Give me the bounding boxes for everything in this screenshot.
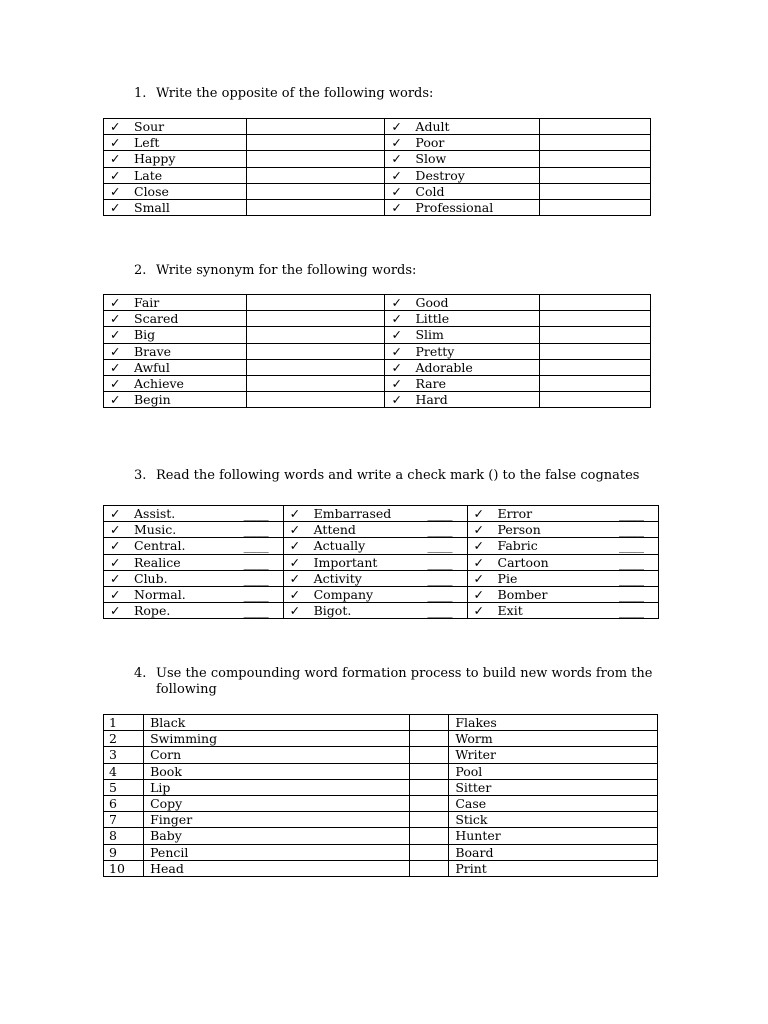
checkmark-icon: ✓ bbox=[289, 603, 301, 619]
answer-cell[interactable] bbox=[540, 135, 651, 151]
word-cell: Copy bbox=[144, 795, 410, 811]
word-text: Professional bbox=[415, 200, 494, 216]
word-text: Normal. bbox=[134, 587, 186, 603]
word-text: Club. bbox=[134, 570, 168, 586]
answer-cell[interactable] bbox=[246, 183, 385, 199]
word-cell bbox=[104, 119, 247, 135]
part-cell: Print bbox=[449, 860, 658, 876]
checkmark-icon: ✓ bbox=[391, 167, 402, 183]
cognate-cell bbox=[467, 603, 658, 619]
word-cell bbox=[104, 183, 247, 199]
table-row bbox=[104, 295, 651, 311]
checkmark-icon: ✓ bbox=[289, 506, 301, 522]
checkmark-icon: ✓ bbox=[473, 538, 485, 554]
word-text: Adult bbox=[415, 119, 450, 135]
question-number: 3. bbox=[134, 468, 147, 483]
answer-cell[interactable] bbox=[410, 779, 449, 795]
word-cell: Pencil bbox=[144, 844, 410, 860]
word-text: Achieve bbox=[134, 376, 184, 392]
word-text: Exit bbox=[497, 603, 523, 619]
cognate-cell bbox=[283, 586, 467, 602]
part-cell: Worm bbox=[449, 731, 658, 747]
word-text: Good bbox=[415, 295, 449, 311]
part-cell: Hunter bbox=[449, 828, 658, 844]
checkmark-icon: ✓ bbox=[391, 343, 402, 359]
table-row bbox=[104, 763, 658, 779]
question-instruction: Read the following words and write a check mark () to the false cognates bbox=[156, 468, 640, 483]
question-instruction: Write the opposite of the following words: bbox=[156, 86, 434, 101]
word-text: Awful bbox=[134, 359, 170, 375]
word-cell bbox=[385, 183, 540, 199]
table-row bbox=[104, 375, 651, 391]
table-row bbox=[104, 747, 658, 763]
checkmark-icon: ✓ bbox=[391, 327, 402, 343]
word-cell bbox=[104, 343, 247, 359]
cognate-cell bbox=[467, 522, 658, 538]
word-text: Small bbox=[134, 200, 170, 216]
part-cell: Case bbox=[449, 795, 658, 811]
checkmark-icon: ✓ bbox=[110, 554, 121, 570]
cognate-cell bbox=[104, 522, 284, 538]
answer-cell[interactable] bbox=[246, 119, 385, 135]
checkmark-icon: ✓ bbox=[110, 603, 121, 619]
word-text: Bigot. bbox=[313, 603, 352, 619]
cognate-cell bbox=[104, 603, 284, 619]
row-number: 2 bbox=[104, 731, 144, 747]
answer-blank[interactable]: ____ bbox=[243, 522, 269, 538]
cognate-cell bbox=[283, 522, 467, 538]
table-row bbox=[104, 844, 658, 860]
answer-blank[interactable]: ____ bbox=[243, 570, 269, 586]
row-number: 4 bbox=[104, 763, 144, 779]
table-row bbox=[104, 327, 651, 343]
word-cell: Finger bbox=[144, 812, 410, 828]
word-cell: Baby bbox=[144, 828, 410, 844]
word-text: Hard bbox=[415, 392, 448, 408]
table-row bbox=[104, 359, 651, 375]
word-text: Pretty bbox=[415, 343, 455, 359]
question-4-heading bbox=[134, 666, 652, 698]
answer-cell[interactable] bbox=[540, 119, 651, 135]
answer-blank[interactable]: ____ bbox=[619, 506, 644, 522]
word-text: Person bbox=[497, 522, 541, 538]
word-text: Close bbox=[134, 183, 169, 199]
word-cell: Head bbox=[144, 860, 410, 876]
word-text: Company bbox=[313, 587, 374, 603]
checkmark-icon: ✓ bbox=[391, 376, 402, 392]
answer-blank[interactable]: ____ bbox=[243, 554, 269, 570]
question-number: 4. bbox=[134, 666, 147, 681]
answer-blank[interactable]: ____ bbox=[619, 570, 644, 586]
word-text: Activity bbox=[313, 570, 362, 586]
answer-blank[interactable]: ____ bbox=[619, 603, 644, 619]
table-row bbox=[104, 554, 659, 570]
word-text: Slow bbox=[415, 151, 447, 167]
word-cell bbox=[104, 327, 247, 343]
answer-cell[interactable] bbox=[246, 135, 385, 151]
checkmark-icon: ✓ bbox=[110, 200, 121, 216]
row-number: 8 bbox=[104, 828, 144, 844]
word-text: Brave bbox=[134, 343, 172, 359]
checkmark-icon: ✓ bbox=[110, 522, 121, 538]
answer-cell[interactable] bbox=[246, 167, 385, 183]
checkmark-icon: ✓ bbox=[391, 119, 402, 135]
cognate-cell bbox=[467, 570, 658, 586]
word-text: Embarrased bbox=[313, 506, 392, 522]
answer-blank[interactable]: ____ bbox=[427, 554, 453, 570]
cognate-cell bbox=[104, 506, 284, 522]
question-3-heading bbox=[134, 468, 639, 484]
answer-cell[interactable] bbox=[540, 327, 651, 343]
cognate-cell bbox=[467, 538, 658, 554]
word-cell bbox=[104, 295, 247, 311]
question-number: 2. bbox=[134, 263, 147, 278]
checkmark-icon: ✓ bbox=[110, 119, 121, 135]
answer-cell[interactable] bbox=[410, 763, 449, 779]
word-text: Important bbox=[313, 554, 378, 570]
word-text: Little bbox=[415, 311, 450, 327]
checkmark-icon: ✓ bbox=[473, 522, 485, 538]
word-text: Attend bbox=[313, 522, 356, 538]
table-row bbox=[104, 828, 658, 844]
checkmark-icon: ✓ bbox=[110, 343, 121, 359]
word-cell bbox=[385, 199, 540, 215]
word-cell bbox=[385, 327, 540, 343]
word-text: Error bbox=[497, 506, 533, 522]
word-text: Slim bbox=[415, 327, 444, 343]
row-number: 3 bbox=[104, 747, 144, 763]
answer-cell[interactable] bbox=[410, 731, 449, 747]
cognate-cell bbox=[104, 554, 284, 570]
false-cognates-table bbox=[103, 505, 659, 619]
answer-cell[interactable] bbox=[246, 343, 385, 359]
word-cell: Corn bbox=[144, 747, 410, 763]
answer-cell[interactable] bbox=[540, 392, 651, 408]
question-instruction: Use the compounding word formation process to build new words from the bbox=[156, 666, 653, 681]
cognate-cell bbox=[283, 554, 467, 570]
answer-blank[interactable]: ____ bbox=[243, 587, 269, 603]
word-cell bbox=[104, 151, 247, 167]
checkmark-icon: ✓ bbox=[391, 135, 402, 151]
cognate-cell bbox=[104, 586, 284, 602]
opposites-table bbox=[103, 118, 651, 216]
answer-blank[interactable]: ____ bbox=[427, 522, 453, 538]
word-cell bbox=[385, 119, 540, 135]
table-row bbox=[104, 167, 651, 183]
checkmark-icon: ✓ bbox=[110, 587, 121, 603]
row-number: 10 bbox=[104, 860, 144, 876]
table-row bbox=[104, 570, 659, 586]
answer-cell[interactable] bbox=[540, 295, 651, 311]
synonyms-table bbox=[103, 294, 651, 408]
cognate-cell bbox=[467, 554, 658, 570]
question-number: 1. bbox=[134, 86, 147, 101]
table-row bbox=[104, 522, 659, 538]
word-cell bbox=[385, 375, 540, 391]
word-cell: Lip bbox=[144, 779, 410, 795]
cognate-cell bbox=[104, 570, 284, 586]
word-cell: Swimming bbox=[144, 731, 410, 747]
answer-blank[interactable]: ____ bbox=[619, 522, 644, 538]
answer-cell[interactable] bbox=[540, 359, 651, 375]
checkmark-icon: ✓ bbox=[289, 587, 301, 603]
answer-blank[interactable]: ____ bbox=[619, 554, 644, 570]
table-row bbox=[104, 506, 659, 522]
question-instruction-continued: following bbox=[156, 682, 217, 697]
table-row bbox=[104, 715, 658, 731]
word-text: Music. bbox=[134, 522, 177, 538]
row-number: 6 bbox=[104, 795, 144, 811]
word-text: Happy bbox=[134, 151, 176, 167]
cognate-cell bbox=[467, 506, 658, 522]
answer-cell[interactable] bbox=[540, 199, 651, 215]
word-cell bbox=[385, 151, 540, 167]
row-number: 1 bbox=[104, 715, 144, 731]
part-cell: Board bbox=[449, 844, 658, 860]
word-text: Late bbox=[134, 167, 163, 183]
answer-cell[interactable] bbox=[246, 392, 385, 408]
table-row bbox=[104, 795, 658, 811]
part-cell: Flakes bbox=[449, 715, 658, 731]
row-number: 5 bbox=[104, 779, 144, 795]
answer-cell[interactable] bbox=[410, 844, 449, 860]
checkmark-icon: ✓ bbox=[391, 295, 402, 311]
checkmark-icon: ✓ bbox=[391, 359, 402, 375]
answer-cell[interactable] bbox=[540, 375, 651, 391]
table-row bbox=[104, 199, 651, 215]
answer-cell[interactable] bbox=[410, 860, 449, 876]
word-cell bbox=[104, 167, 247, 183]
word-cell: Black bbox=[144, 715, 410, 731]
word-text: Cartoon bbox=[497, 554, 549, 570]
table-row bbox=[104, 586, 659, 602]
part-cell: Pool bbox=[449, 763, 658, 779]
checkmark-icon: ✓ bbox=[473, 570, 485, 586]
word-text: Rope. bbox=[134, 603, 171, 619]
checkmark-icon: ✓ bbox=[473, 603, 485, 619]
word-cell: Book bbox=[144, 763, 410, 779]
answer-cell[interactable] bbox=[540, 311, 651, 327]
word-text: Realice bbox=[134, 554, 181, 570]
answer-cell[interactable] bbox=[540, 151, 651, 167]
checkmark-icon: ✓ bbox=[110, 311, 121, 327]
word-cell bbox=[385, 359, 540, 375]
checkmark-icon: ✓ bbox=[110, 376, 121, 392]
table-row bbox=[104, 119, 651, 135]
table-row bbox=[104, 151, 651, 167]
word-text: Left bbox=[134, 135, 160, 151]
word-cell bbox=[385, 311, 540, 327]
table-row bbox=[104, 860, 658, 876]
checkmark-icon: ✓ bbox=[391, 183, 402, 199]
answer-cell[interactable] bbox=[410, 812, 449, 828]
word-text: Scared bbox=[134, 311, 179, 327]
checkmark-icon: ✓ bbox=[110, 183, 121, 199]
word-cell bbox=[385, 167, 540, 183]
word-text: Fair bbox=[134, 295, 160, 311]
word-cell bbox=[104, 359, 247, 375]
table-row bbox=[104, 603, 659, 619]
word-text: Assist. bbox=[134, 506, 176, 522]
answer-cell[interactable] bbox=[246, 359, 385, 375]
word-cell bbox=[385, 343, 540, 359]
checkmark-icon: ✓ bbox=[289, 522, 301, 538]
row-number: 9 bbox=[104, 844, 144, 860]
answer-cell[interactable] bbox=[540, 183, 651, 199]
checkmark-icon: ✓ bbox=[391, 311, 402, 327]
answer-cell[interactable] bbox=[246, 295, 385, 311]
answer-cell[interactable] bbox=[246, 151, 385, 167]
word-text: Cold bbox=[415, 183, 445, 199]
answer-blank[interactable]: ____ bbox=[427, 506, 453, 522]
word-text: Poor bbox=[415, 135, 445, 151]
cognate-cell bbox=[283, 570, 467, 586]
table-row bbox=[104, 392, 651, 408]
checkmark-icon: ✓ bbox=[110, 359, 121, 375]
answer-cell[interactable] bbox=[410, 828, 449, 844]
checkmark-icon: ✓ bbox=[110, 506, 121, 522]
word-cell bbox=[104, 375, 247, 391]
answer-cell[interactable] bbox=[246, 375, 385, 391]
answer-blank[interactable]: ____ bbox=[427, 603, 453, 619]
word-cell bbox=[104, 311, 247, 327]
cognate-cell bbox=[283, 538, 467, 554]
checkmark-icon: ✓ bbox=[289, 554, 301, 570]
answer-blank[interactable]: ____ bbox=[427, 587, 453, 603]
question-2-heading bbox=[134, 263, 416, 279]
word-text: Destroy bbox=[415, 167, 465, 183]
row-number: 7 bbox=[104, 812, 144, 828]
checkmark-icon: ✓ bbox=[110, 295, 121, 311]
checkmark-icon: ✓ bbox=[289, 538, 301, 554]
answer-blank[interactable]: ____ bbox=[243, 506, 269, 522]
answer-cell[interactable] bbox=[410, 715, 449, 731]
table-row bbox=[104, 183, 651, 199]
answer-cell[interactable] bbox=[246, 327, 385, 343]
table-row bbox=[104, 779, 658, 795]
word-cell bbox=[385, 135, 540, 151]
table-row bbox=[104, 538, 659, 554]
checkmark-icon: ✓ bbox=[391, 200, 402, 216]
checkmark-icon: ✓ bbox=[110, 538, 121, 554]
answer-blank[interactable]: ____ bbox=[619, 538, 644, 554]
checkmark-icon: ✓ bbox=[473, 506, 485, 522]
word-cell bbox=[385, 392, 540, 408]
word-cell bbox=[385, 295, 540, 311]
checkmark-icon: ✓ bbox=[110, 392, 121, 408]
answer-blank[interactable]: ____ bbox=[243, 603, 269, 619]
checkmark-icon: ✓ bbox=[391, 151, 402, 167]
answer-cell[interactable] bbox=[246, 311, 385, 327]
word-text: Rare bbox=[415, 376, 446, 392]
word-text: Adorable bbox=[415, 359, 473, 375]
answer-cell[interactable] bbox=[246, 199, 385, 215]
table-row bbox=[104, 135, 651, 151]
checkmark-icon: ✓ bbox=[110, 570, 121, 586]
word-text: Big bbox=[134, 327, 156, 343]
checkmark-icon: ✓ bbox=[473, 554, 485, 570]
answer-blank[interactable]: ____ bbox=[619, 587, 644, 603]
cognate-cell bbox=[283, 506, 467, 522]
answer-cell[interactable] bbox=[410, 747, 449, 763]
answer-cell[interactable] bbox=[540, 343, 651, 359]
table-row bbox=[104, 343, 651, 359]
question-1-heading bbox=[134, 86, 433, 102]
answer-blank[interactable]: ____ bbox=[427, 570, 453, 586]
word-cell bbox=[104, 392, 247, 408]
part-cell: Writer bbox=[449, 747, 658, 763]
word-text: Begin bbox=[134, 392, 171, 408]
word-text: Bomber bbox=[497, 587, 548, 603]
word-text: Central. bbox=[134, 538, 186, 554]
cognate-cell bbox=[104, 538, 284, 554]
word-cell bbox=[104, 135, 247, 151]
part-cell: Sitter bbox=[449, 779, 658, 795]
table-row bbox=[104, 812, 658, 828]
checkmark-icon: ✓ bbox=[110, 135, 121, 151]
table-row bbox=[104, 731, 658, 747]
part-cell: Stick bbox=[449, 812, 658, 828]
word-cell bbox=[104, 199, 247, 215]
answer-cell[interactable] bbox=[540, 167, 651, 183]
cognate-cell bbox=[467, 586, 658, 602]
checkmark-icon: ✓ bbox=[473, 587, 485, 603]
cognate-cell bbox=[283, 603, 467, 619]
answer-blank[interactable]: ____ bbox=[427, 538, 453, 554]
compounding-table bbox=[103, 714, 658, 877]
answer-cell[interactable] bbox=[410, 795, 449, 811]
word-text: Fabric bbox=[497, 538, 538, 554]
word-text: Sour bbox=[134, 119, 165, 135]
checkmark-icon: ✓ bbox=[289, 570, 301, 586]
checkmark-icon: ✓ bbox=[110, 327, 121, 343]
checkmark-icon: ✓ bbox=[391, 392, 402, 408]
checkmark-icon: ✓ bbox=[110, 167, 121, 183]
word-text: Actually bbox=[313, 538, 366, 554]
question-instruction: Write synonym for the following words: bbox=[156, 263, 417, 278]
checkmark-icon: ✓ bbox=[110, 151, 121, 167]
table-row bbox=[104, 311, 651, 327]
answer-blank[interactable]: ____ bbox=[243, 538, 269, 554]
word-text: Pie bbox=[497, 570, 518, 586]
